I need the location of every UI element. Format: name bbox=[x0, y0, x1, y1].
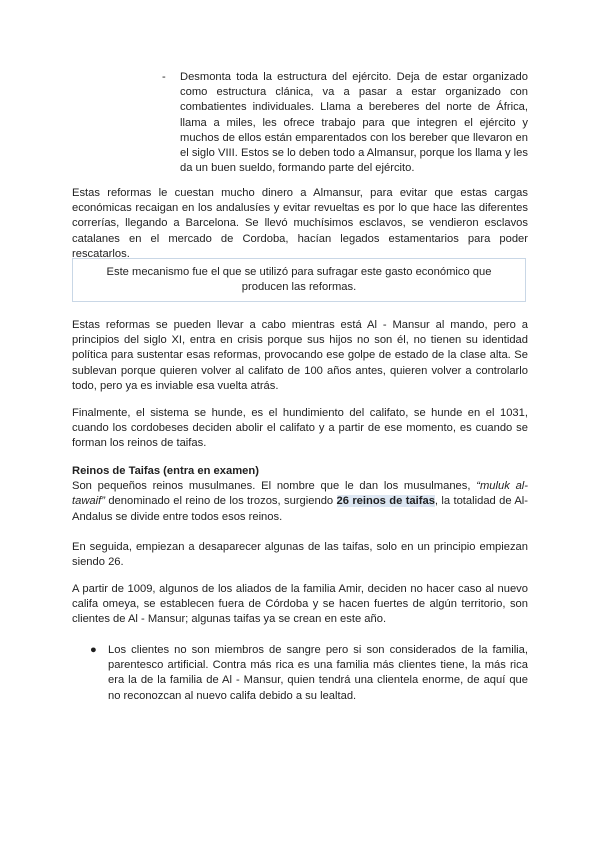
dash-list bbox=[162, 70, 528, 176]
bullet-list-item bbox=[90, 643, 528, 704]
callout-text: Este mecanismo fue el que se utilizó para sufragar este gasto económico que producen las reformas. bbox=[106, 265, 492, 293]
dash-item-text: Desmonta toda la estructura del ejército. Deja de estar organizado como estructura clánica, va a pasar a estar organizado con combatientes individuales. Llama a bereberes del norte de África, llama a miles, les ofrece trabajo para que integren el ejército y muchos de ellos están emparentados con los bereber que llevaron en el siglo VIII. Estos se lo deben todo a Almansur, porque los llama y les da un buen sueldo, formando parte del ejército. bbox=[180, 71, 528, 175]
section-reinos-de-taifas bbox=[72, 464, 528, 525]
intro-italic-term: “muluk al-tawaif” bbox=[72, 480, 529, 508]
paragraph-reformas: Estas reformas le cuestan mucho dinero a Almansur, para evitar que estas cargas económicas recaigan en los andalusíes y evitar revueltas es por lo que hace las diferentes correrías, llegando a Barcelona. Se llevó muchísimos esclavos, se vendieron esclavos catalanes en el mercado de Cordoba, hacían legados estamentarios para poder rescatarlos. bbox=[72, 187, 528, 260]
paragraph-1009: A partir de 1009, algunos de los aliados de la familia Amir, deciden no hacer caso al nuevo califa omeya, se establecen fuera de Córdoba y se hacen fuertes de algún territorio, son clientes de Al - Mansur; algunas taifas ya se crean en este año. bbox=[72, 583, 528, 626]
section-intro bbox=[72, 479, 528, 525]
callout-box bbox=[72, 258, 526, 302]
paragraph-en-seguida: En seguida, empiezan a desaparecer algunas de las taifas, solo en un principio empiezan siendo 26. bbox=[72, 541, 528, 569]
intro-text-2: denominado el reino de los trozos, surgiendo bbox=[104, 495, 337, 508]
bullet-list bbox=[90, 643, 528, 704]
bullet-dot-icon: ● bbox=[90, 644, 97, 656]
dash-list-item bbox=[162, 70, 528, 176]
dash-marker: - bbox=[162, 71, 166, 83]
intro-highlight: 26 reinos de taifas bbox=[336, 495, 435, 508]
paragraph-al-mansur: Estas reformas se pueden llevar a cabo mientras está Al - Mansur al mando, pero a principios del siglo XI, entra en crisis porque sus hijos no son él, no tienen su identidad política para sustentar esas reformas, provocando ese golpe de estado de la clase alta. Se sublevan porque quieren volver al califato de 100 años antes, quieren volver a controlarlo todo, pero ya es inviable esa vuelta atrás. bbox=[72, 319, 528, 392]
intro-text-3: , la totalidad de Al-Andalus se divide entre todos esos reinos. bbox=[72, 495, 529, 523]
bullet-item-text: Los clientes no son miembros de sangre pero si son considerados de la familia, parentesco artificial. Contra más rica es una familia más clientes tiene, la más rica era la de la familia de Al - Mansur, quien tendrá una clientela enorme, de aquí que no reconozcan al nuevo califa debido a su lealtad. bbox=[108, 644, 528, 702]
intro-text-1: Son pequeños reinos musulmanes. El nombre que le dan los musulmanes, bbox=[72, 480, 477, 493]
paragraph-finalmente: Finalmente, el sistema se hunde, es el hundimiento del califato, se hunde en el 1031, cuando los cordobeses deciden abolir el califato y a partir de ese momento, es cuando se forman los reinos de taifas. bbox=[72, 407, 528, 450]
section-heading: Reinos de Taifas (entra en examen) bbox=[72, 465, 259, 477]
